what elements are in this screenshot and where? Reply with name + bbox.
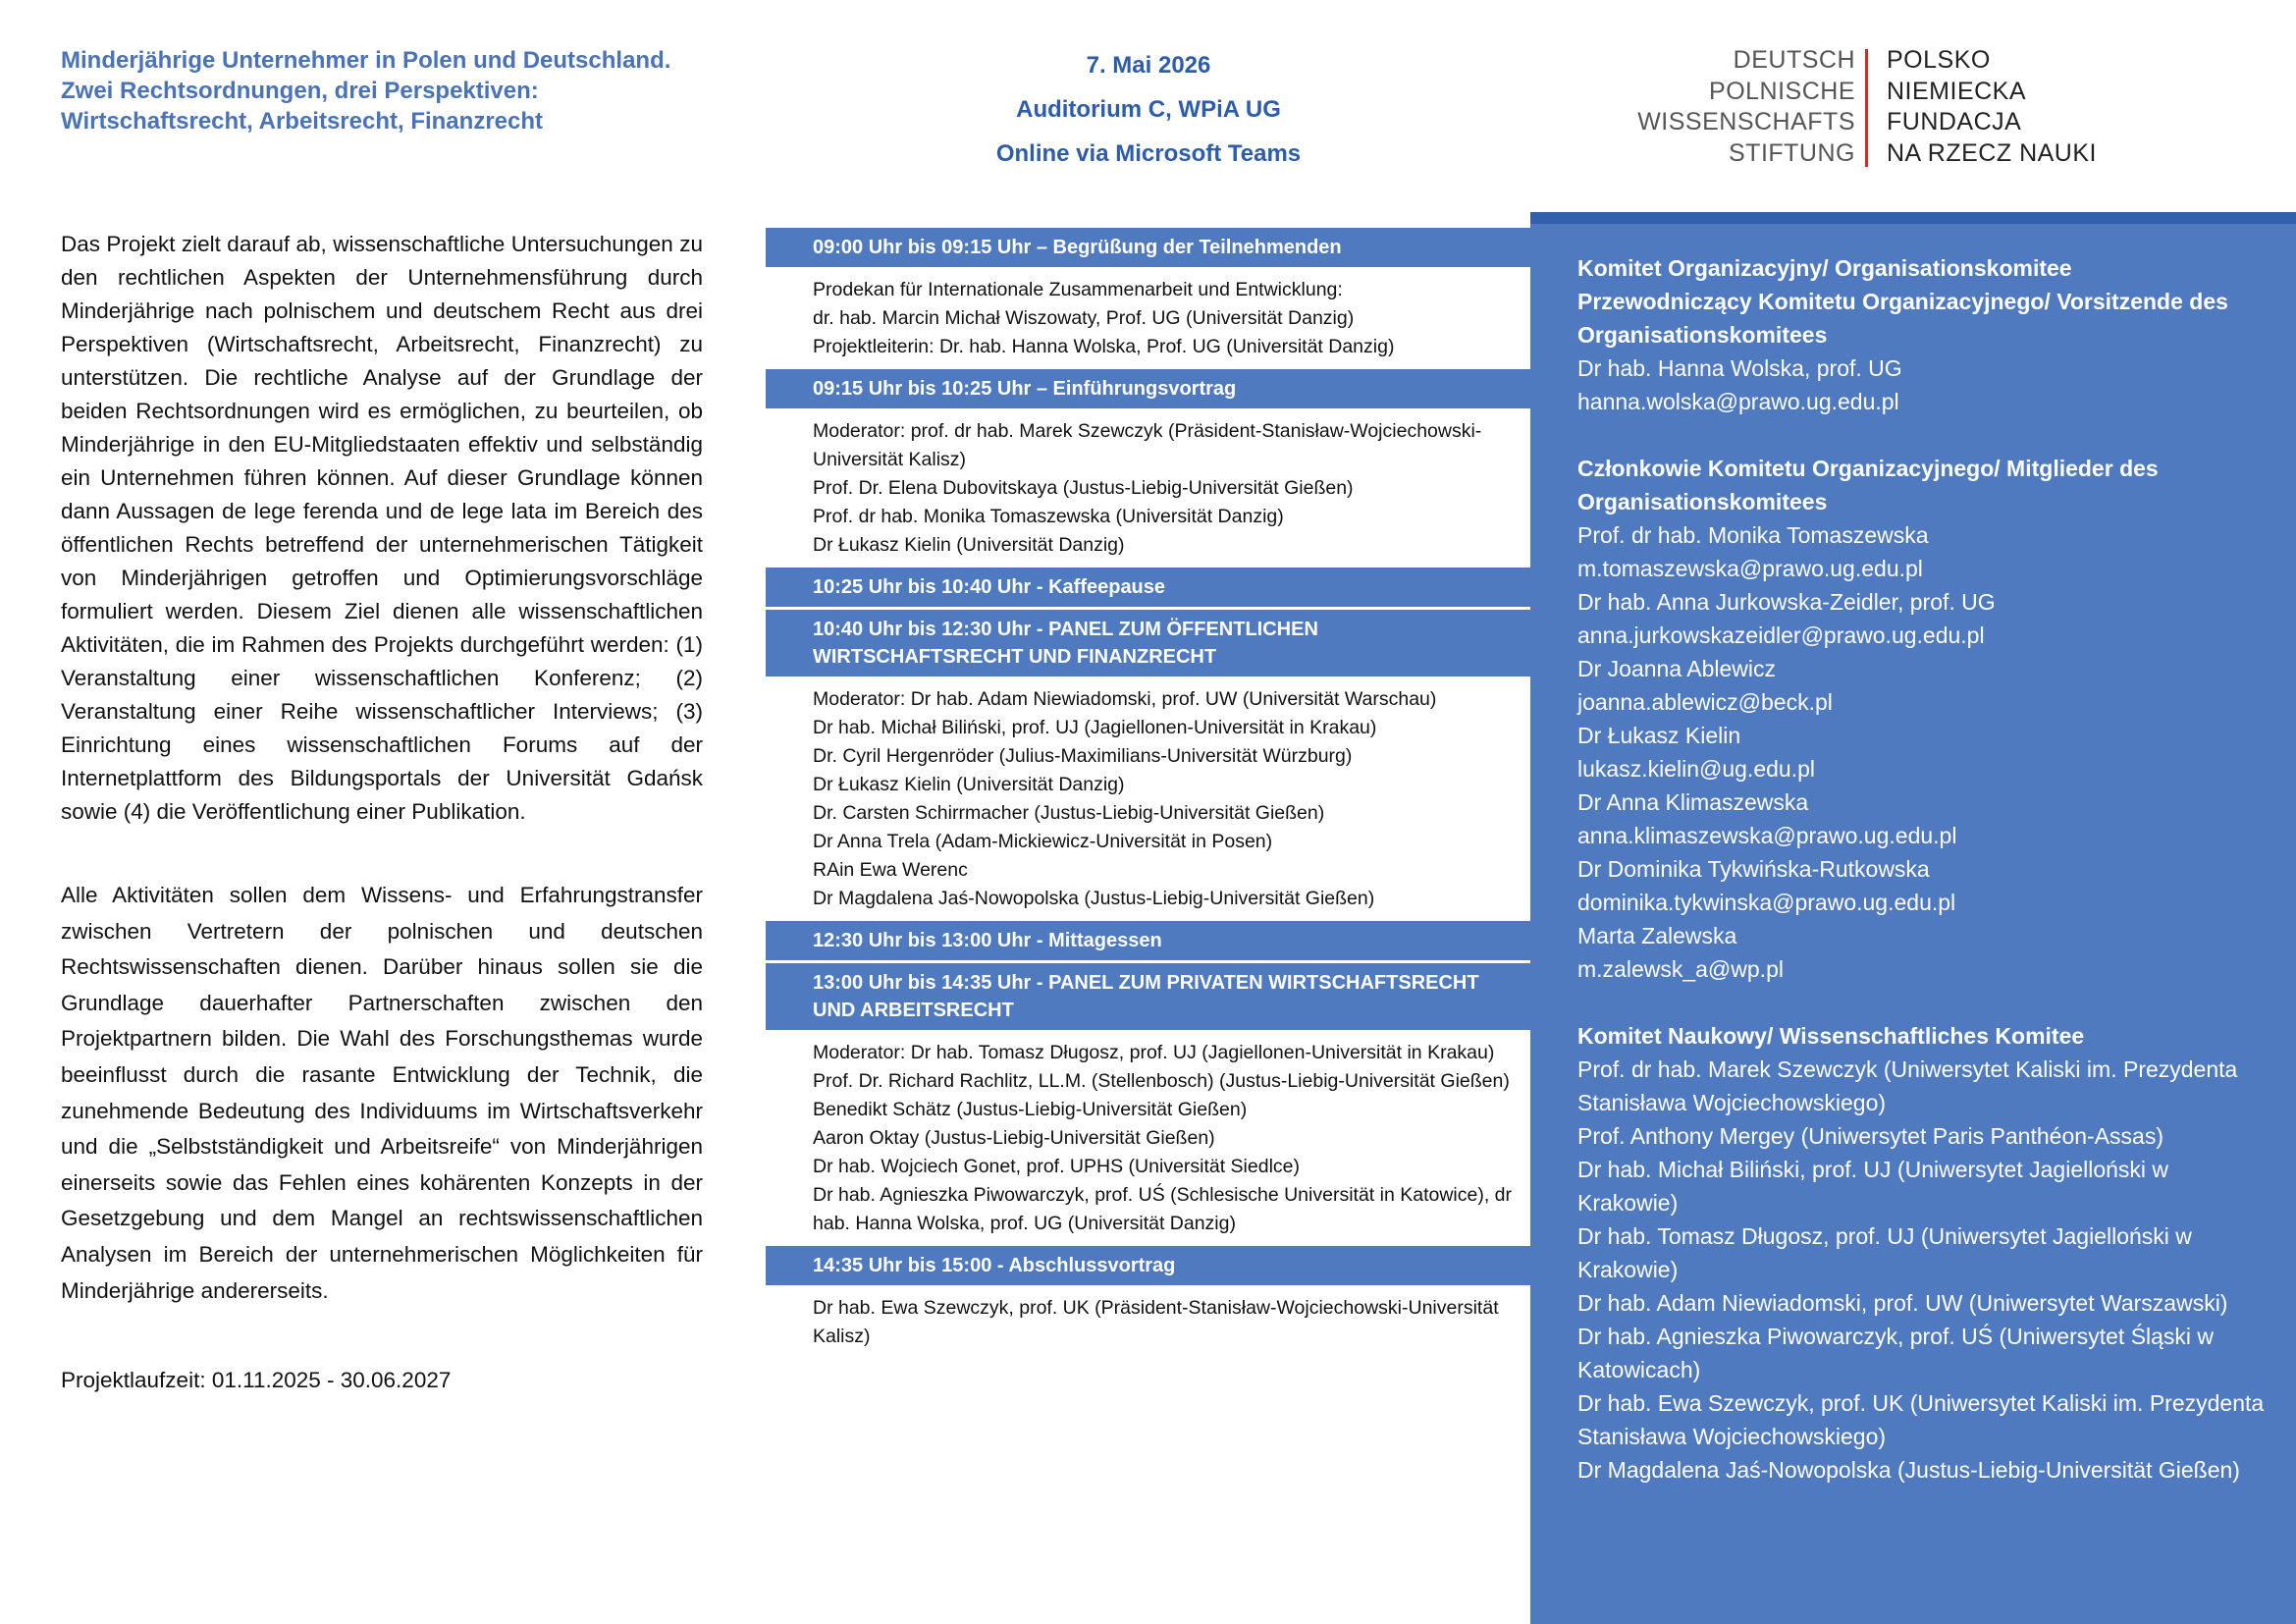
- program-speaker-line: Prof. Dr. Richard Rachlitz, LL.M. (Stellenbosch) (Justus-Liebig-Universität Gießen): [813, 1070, 1510, 1092]
- logo-line: FUNDACJA: [1887, 108, 2022, 135]
- program-speaker-line: dr. hab. Marcin Michał Wiszowaty, Prof. UG (Universität Danzig): [813, 307, 1355, 329]
- member-email: anna.klimaszewska@prawo.ug.edu.pl: [1577, 823, 1957, 848]
- member-email: dominika.tykwinska@prawo.ug.edu.pl: [1577, 890, 1956, 915]
- committee-top-band: [1530, 212, 2296, 224]
- program-speaker-line: Moderator: prof. dr hab. Marek Szewczyk (Präsident-Stanisław-Wojciechowski-Universität Kalisz): [813, 420, 1482, 470]
- member-email: lukasz.kielin@ug.edu.pl: [1577, 756, 1815, 782]
- program-slot-details: [766, 679, 1531, 921]
- event-info: [913, 43, 1384, 176]
- program-speaker-line: Dr. Carsten Schirrmacher (Justus-Liebig-Universität Gießen): [813, 802, 1325, 824]
- scientific-list: [1577, 1053, 2265, 1487]
- event-date: 7. Mai 2026: [1086, 52, 1211, 79]
- program-speaker-line: Prof. Dr. Elena Dubovitskaya (Justus-Liebig-Universität Gießen): [813, 477, 1354, 499]
- program-speaker-line: Dr. Cyril Hergenröder (Julius-Maximilians-Universität Würzburg): [813, 745, 1353, 767]
- member-name: Dr Joanna Ablewicz: [1577, 656, 1776, 681]
- intro-paragraph-1: Das Projekt zielt darauf ab, wissenschaftliche Untersuchungen zu den rechtlichen Aspekten der Unternehmensführung durch Minderjährige nach polnischem und deutschem Recht aus drei Perspektiven (Wirtschaftsrecht, Arbeitsrecht, Finanzrecht) zu unterstützen. Die rechtliche Analyse auf der Grundlage der beiden Rechtsordnungen wird es ermöglichen, zu beurteilen, ob Minderjährige in den EU-Mitgliedstaaten effektiv und selbständig ein Unternehmen führen können. Auf dieser Grundlage können dann Aussagen de lege ferenda und de lege lata im Bereich des öffentlichen Rechts betreffend der unternehmerischen Tätigkeit von Minderjährigen getroffen und Optimierungsvorschläge formuliert werden. Diesem Ziel dienen alle wissenschaftlichen Aktivitäten, die im Rahmen des Projekts durchgeführt werden: (1) Veranstaltung einer wissenschaftlichen Konferenz; (2) Veranstaltung einer Reihe wissenschaftlicher Interviews; (3) Einrichtung eines wissenschaftlichen Forums auf der Internetplattform des Bildungsportals der Universität Gdańsk sowie (4) die Veröffentlichung einer Publikation.: [61, 232, 703, 824]
- program-slot-heading: 13:00 Uhr bis 14:35 Uhr - PANEL ZUM PRIVATEN WIRTSCHAFTSRECHT UND ARBEITSRECHT: [766, 963, 1531, 1033]
- program-speaker-line: Benedikt Schätz (Justus-Liebig-Universität Gießen): [813, 1099, 1248, 1120]
- scientific-member: Dr Magdalena Jaś-Nowopolska (Justus-Liebig-Universität Gießen): [1577, 1457, 2240, 1483]
- member-name: Dr hab. Anna Jurkowska-Zeidler, prof. UG: [1577, 589, 1996, 615]
- program-slot-heading: 10:25 Uhr bis 10:40 Uhr - Kaffeepause: [766, 568, 1531, 610]
- committee-panel: [1530, 212, 2296, 1624]
- intro-paragraph-2: Alle Aktivitäten sollen dem Wissens- und Erfahrungstransfer zwischen Vertretern der polnischen und deutschen Rechtswissenschaften dienen. Darüber hinaus sollen sie die Grundlage dauerhafter Partnerschaften zwischen den Projektpartnern bilden. Die Wahl des Forschungsthemas wurde beeinflusst durch die rasante Entwicklung der Technik, die zunehmende Bedeutung des Individuums im Wirtschaftsverkehr und die „Selbstständigkeit und Arbeitsreife“ von Minderjährigen einerseits sowie das Fehlen eines kohärenten Konzepts in der Gesetzgebung und dem Mangel an rechtswissenschaftlichen Analysen im Bereich der unternehmerischen Möglichkeiten für Minderjährige andererseits.: [61, 883, 703, 1303]
- project-duration: Projektlaufzeit: 01.11.2025 - 30.06.2027: [61, 1368, 452, 1393]
- member-name: Dr Łukasz Kielin: [1577, 723, 1741, 748]
- program-slot-details: [766, 1033, 1531, 1246]
- logo-line: WISSENSCHAFTS: [1637, 108, 1855, 135]
- scientific-member: Prof. dr hab. Marek Szewczyk (Uniwersytet Kaliski im. Prezydenta Stanisława Wojciechowskiego): [1577, 1056, 2238, 1115]
- title-line-2: Zwei Rechtsordnungen, drei Perspektiven:: [61, 78, 539, 104]
- logo-line: NA RZECZ NAUKI: [1887, 138, 2097, 167]
- program-slot-heading: 10:40 Uhr bis 12:30 Uhr - PANEL ZUM ÖFFENTLICHEN WIRTSCHAFTSRECHT UND FINANZRECHT: [766, 610, 1531, 679]
- program-slot-heading: 12:30 Uhr bis 13:00 Uhr - Mittagessen: [766, 921, 1531, 963]
- logo-line: DEUTSCH: [1733, 46, 1855, 74]
- member-email: joanna.ablewicz@beck.pl: [1577, 689, 1833, 715]
- program-speaker-line: RAin Ewa Werenc: [813, 859, 968, 881]
- program-speaker-line: Moderator: Dr hab. Tomasz Długosz, prof. UJ (Jagiellonen-Universität in Krakau): [813, 1042, 1495, 1063]
- program-schedule: [766, 228, 1531, 1359]
- title-line-1: Minderjährige Unternehmer in Polen und Deutschland.: [61, 47, 671, 74]
- member-name: Prof. dr hab. Monika Tomaszewska: [1577, 522, 1929, 548]
- logo-polish-text: [1887, 45, 2097, 169]
- program-speaker-line: Dr Łukasz Kielin (Universität Danzig): [813, 534, 1125, 556]
- member-name: Marta Zalewska: [1577, 923, 1737, 948]
- program-speaker-line: Aaron Oktay (Justus-Liebig-Universität Gießen): [813, 1127, 1215, 1149]
- scientific-member: Dr hab. Adam Niewiadomski, prof. UW (Uniwersytet Warszawski): [1577, 1290, 2228, 1316]
- member-name: Dr Anna Klimaszewska: [1577, 789, 1809, 815]
- organizing-committee-heading: Komitet Organizacyjny/ Organisationskomitee: [1577, 255, 2072, 281]
- scientific-committee-heading: Komitet Naukowy/ Wissenschaftliches Komitee: [1577, 1023, 2085, 1049]
- committee-content: [1577, 251, 2265, 1487]
- program-slot-heading: 09:15 Uhr bis 10:25 Uhr – Einführungsvortrag: [766, 369, 1531, 411]
- member-name: Dr Dominika Tykwińska-Rutkowska: [1577, 856, 1930, 882]
- program-speaker-line: Moderator: Dr hab. Adam Niewiadomski, prof. UW (Universität Warschau): [813, 688, 1437, 710]
- scientific-member: Dr hab. Ewa Szewczyk, prof. UK (Uniwersytet Kaliski im. Prezydenta Stanisława Wojciechowskiego): [1577, 1390, 2265, 1449]
- program-speaker-line: Dr hab. Michał Biliński, prof. UJ (Jagiellonen-Universität in Krakau): [813, 717, 1377, 738]
- project-description: [61, 228, 703, 1397]
- program-speaker-line: Dr Łukasz Kielin (Universität Danzig): [813, 774, 1125, 795]
- logo-german-text: [1637, 45, 1855, 169]
- program-slot-heading: 14:35 Uhr bis 15:00 - Abschlussvortrag: [766, 1246, 1531, 1288]
- event-online: Online via Microsoft Teams: [995, 140, 1302, 167]
- title-line-3: Wirtschaftsrecht, Arbeitsrecht, Finanzrecht: [61, 108, 544, 135]
- member-email: m.zalewsk_a@wp.pl: [1577, 956, 1784, 982]
- scientific-member: Dr hab. Michał Biliński, prof. UJ (Uniwersytet Jagielloński w Krakowie): [1577, 1157, 2169, 1216]
- program-speaker-line: Projektleiterin: Dr. hab. Hanna Wolska, Prof. UG (Universität Danzig): [813, 336, 1395, 357]
- logo-line: POLSKO: [1887, 46, 1991, 74]
- program-speaker-line: Dr hab. Wojciech Gonet, prof. UPHS (Universität Siedlce): [813, 1156, 1300, 1177]
- member-email: m.tomaszewska@prawo.ug.edu.pl: [1577, 556, 1923, 581]
- logo-divider: [1865, 49, 1868, 167]
- scientific-member: Dr hab. Tomasz Długosz, prof. UJ (Uniwersytet Jagielloński w Krakowie): [1577, 1223, 2192, 1282]
- spacer: [1577, 986, 2265, 1019]
- program-slot-heading: 09:00 Uhr bis 09:15 Uhr – Begrüßung der Teilnehmenden: [766, 228, 1531, 270]
- chair-email: hanna.wolska@prawo.ug.edu.pl: [1577, 389, 1899, 414]
- program-speaker-line: Dr hab. Agnieszka Piwowarczyk, prof. UŚ (Schlesische Universität in Katowice), dr hab. Hanna Wolska, prof. UG (Universität Danzig): [813, 1184, 1513, 1234]
- program-speaker-line: Prodekan für Internationale Zusammenarbeit und Entwicklung:: [813, 279, 1343, 300]
- program-speaker-line: Dr hab. Ewa Szewczyk, prof. UK (Präsident-Stanisław-Wojciechowski-Universität Kalisz): [813, 1297, 1499, 1347]
- program-slot-details: [766, 270, 1531, 369]
- scientific-member: Prof. Anthony Mergey (Uniwersytet Paris Panthéon-Assas): [1577, 1123, 2163, 1149]
- spacer: [1577, 418, 2265, 452]
- document-title: [61, 45, 748, 136]
- chair-name: Dr hab. Hanna Wolska, prof. UG: [1577, 355, 1902, 381]
- members-heading: Członkowie Komitetu Organizacyjnego/ Mitglieder des Organisationskomitees: [1577, 456, 2159, 514]
- member-email: anna.jurkowskazeidler@prawo.ug.edu.pl: [1577, 623, 1985, 648]
- program-slot-details: [766, 1288, 1531, 1359]
- logo-line: STIFTUNG: [1729, 138, 1855, 167]
- chair-heading: Przewodniczący Komitetu Organizacyjnego/ Vorsitzende des Organisationskomitees: [1577, 289, 2228, 348]
- logo-line: POLNISCHE: [1709, 77, 1855, 105]
- program-speaker-line: Dr Magdalena Jaś-Nowopolska (Justus-Liebig-Universität Gießen): [813, 888, 1375, 909]
- logo-line: NIEMIECKA: [1887, 77, 2027, 105]
- program-slot-details: [766, 411, 1531, 568]
- scientific-member: Dr hab. Agnieszka Piwowarczyk, prof. UŚ (Uniwersytet Śląski w Katowicach): [1577, 1324, 2215, 1382]
- program-speaker-line: Dr Anna Trela (Adam-Mickiewicz-Universität in Posen): [813, 831, 1273, 852]
- event-venue: Auditorium C, WPiA UG: [1016, 96, 1281, 123]
- foundation-logo: [1637, 45, 2179, 173]
- members-list: [1577, 518, 2265, 986]
- program-speaker-line: Prof. dr hab. Monika Tomaszewska (Universität Danzig): [813, 506, 1284, 527]
